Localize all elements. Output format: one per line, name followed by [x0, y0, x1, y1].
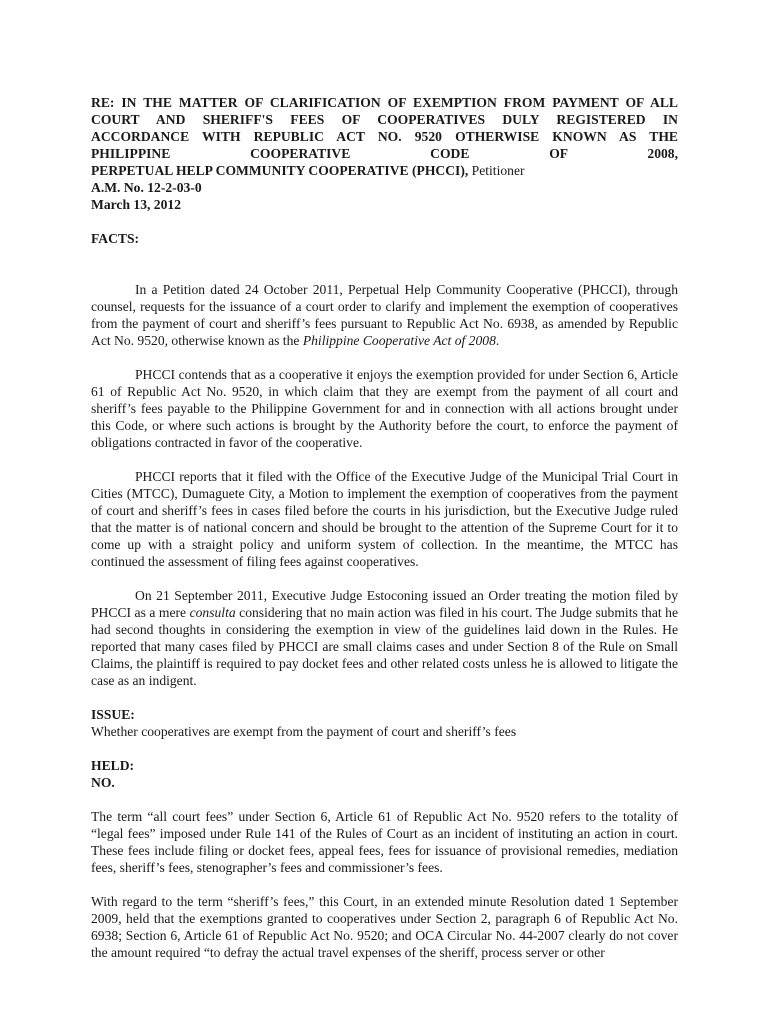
held-paragraph-1: The term “all court fees” under Section 6, Article 61 of Republic Act No. 9520 refers to the totality of “legal fees” imposed under Rule 141 of the Rules of Court as an incident of instituting an action in court. These fees include filing or docket fees, appeal fees, fees for issuance of provisional remedies, mediation fees, sheriff’s fees, stenographer’s fees and commissioner’s fees. [91, 809, 678, 875]
facts-heading: FACTS: [91, 231, 140, 246]
case-date: March 13, 2012 [91, 197, 181, 212]
issue-text: Whether cooperatives are exempt from the payment of court and sheriff’s fees [91, 724, 517, 739]
facts-paragraph-4-text-b: considering that no main action was filed in his court. The Judge submits that he had second thoughts in considering the exemption in view of the guidelines laid down in the Rules. He reported that many cases filed by PHCCI are small claims cases and under Section 8 of the Rule on Small Claims, the plaintiff is required to pay docket fees and other related costs unless he is allowed to litigate the case as an indigent. [91, 605, 678, 688]
issue-heading: ISSUE: [91, 707, 135, 722]
case-title-line-1: RE: IN THE MATTER OF CLARIFICATION OF EXEMPTION FROM PAYMENT OF ALL [91, 95, 678, 110]
facts-paragraph-1-text: In a Petition dated 24 October 2011, Perpetual Help Community Cooperative (PHCCI), through counsel, requests for the issuance of a court order to clarify and implement the exemption of cooperatives from the payment of court and sheriff’s fees pursuant to Republic Act No. 6938, as amended by Republic Act No. 9520, otherwise known as the [91, 282, 678, 348]
case-title-line-2: COURT AND SHERIFF'S FEES OF COOPERATIVES DULY REGISTERED IN [91, 112, 678, 127]
consulta-term: consulta [189, 605, 236, 620]
case-title-line-3: ACCORDANCE WITH REPUBLIC ACT NO. 9520 OTHERWISE KNOWN AS THE [91, 129, 678, 144]
facts-paragraph-4-text-a: On 21 September 2011, Executive Judge Estoconing issued an Order treating the motion filed by PHCCI as a mere [91, 588, 678, 620]
facts-paragraph-4 [91, 587, 678, 689]
facts-paragraph-3: PHCCI reports that it filed with the Office of the Executive Judge of the Municipal Trial Court in Cities (MTCC), Dumaguete City, a Motion to implement the exemption of cooperatives from the payment of court and sheriff’s fees in cases filed before the courts in his jurisdiction, but the Executive Judge ruled that the matter is of national concern and should be brought to the attention of the Supreme Court for it to come up with a straight policy and uniform system of collection. In the meantime, the MTCC has continued the assessment of filing fees against cooperatives. [91, 469, 678, 569]
case-title-line-5 [91, 162, 678, 179]
petitioner-label: Petitioner [468, 163, 525, 178]
petitioner-name: PERPETUAL HELP COMMUNITY COOPERATIVE (PHCCI), [91, 163, 469, 178]
facts-paragraph-1-end: . [495, 333, 500, 348]
held-answer: NO. [91, 775, 115, 790]
case-heading [91, 94, 678, 213]
act-title: Philippine Cooperative Act of 2008 [302, 333, 496, 348]
document-body [91, 94, 678, 961]
case-title-line-4: PHILIPPINE COOPERATIVE CODE OF 2008, [91, 146, 678, 161]
facts-paragraph-1 [91, 281, 678, 349]
facts-paragraph-2: PHCCI contends that as a cooperative it enjoys the exemption provided for under Section 6, Article 61 of Republic Act No. 9520, in which claim that they are exempt from the payment of all court and sheriff’s fees payable to the Philippine Government for and in connection with all actions brought under this Code, or where such actions is brought by the Authority before the court, to enforce the payment of obligations contracted in favor of the cooperative. [91, 367, 678, 450]
held-heading: HELD: [91, 758, 135, 773]
case-number: A.M. No. 12-2-03-0 [91, 180, 202, 195]
held-paragraph-2: With regard to the term “sheriff’s fees,” this Court, in an extended minute Resolution dated 1 September 2009, held that the exemptions granted to cooperatives under Section 2, paragraph 6 of Republic Act No. 6938; Section 6, Article 61 of Republic Act No. 9520; and OCA Circular No. 44-2007 clearly do not cover the amount required “to defray the actual travel expenses of the sheriff, process server or other [91, 894, 678, 960]
